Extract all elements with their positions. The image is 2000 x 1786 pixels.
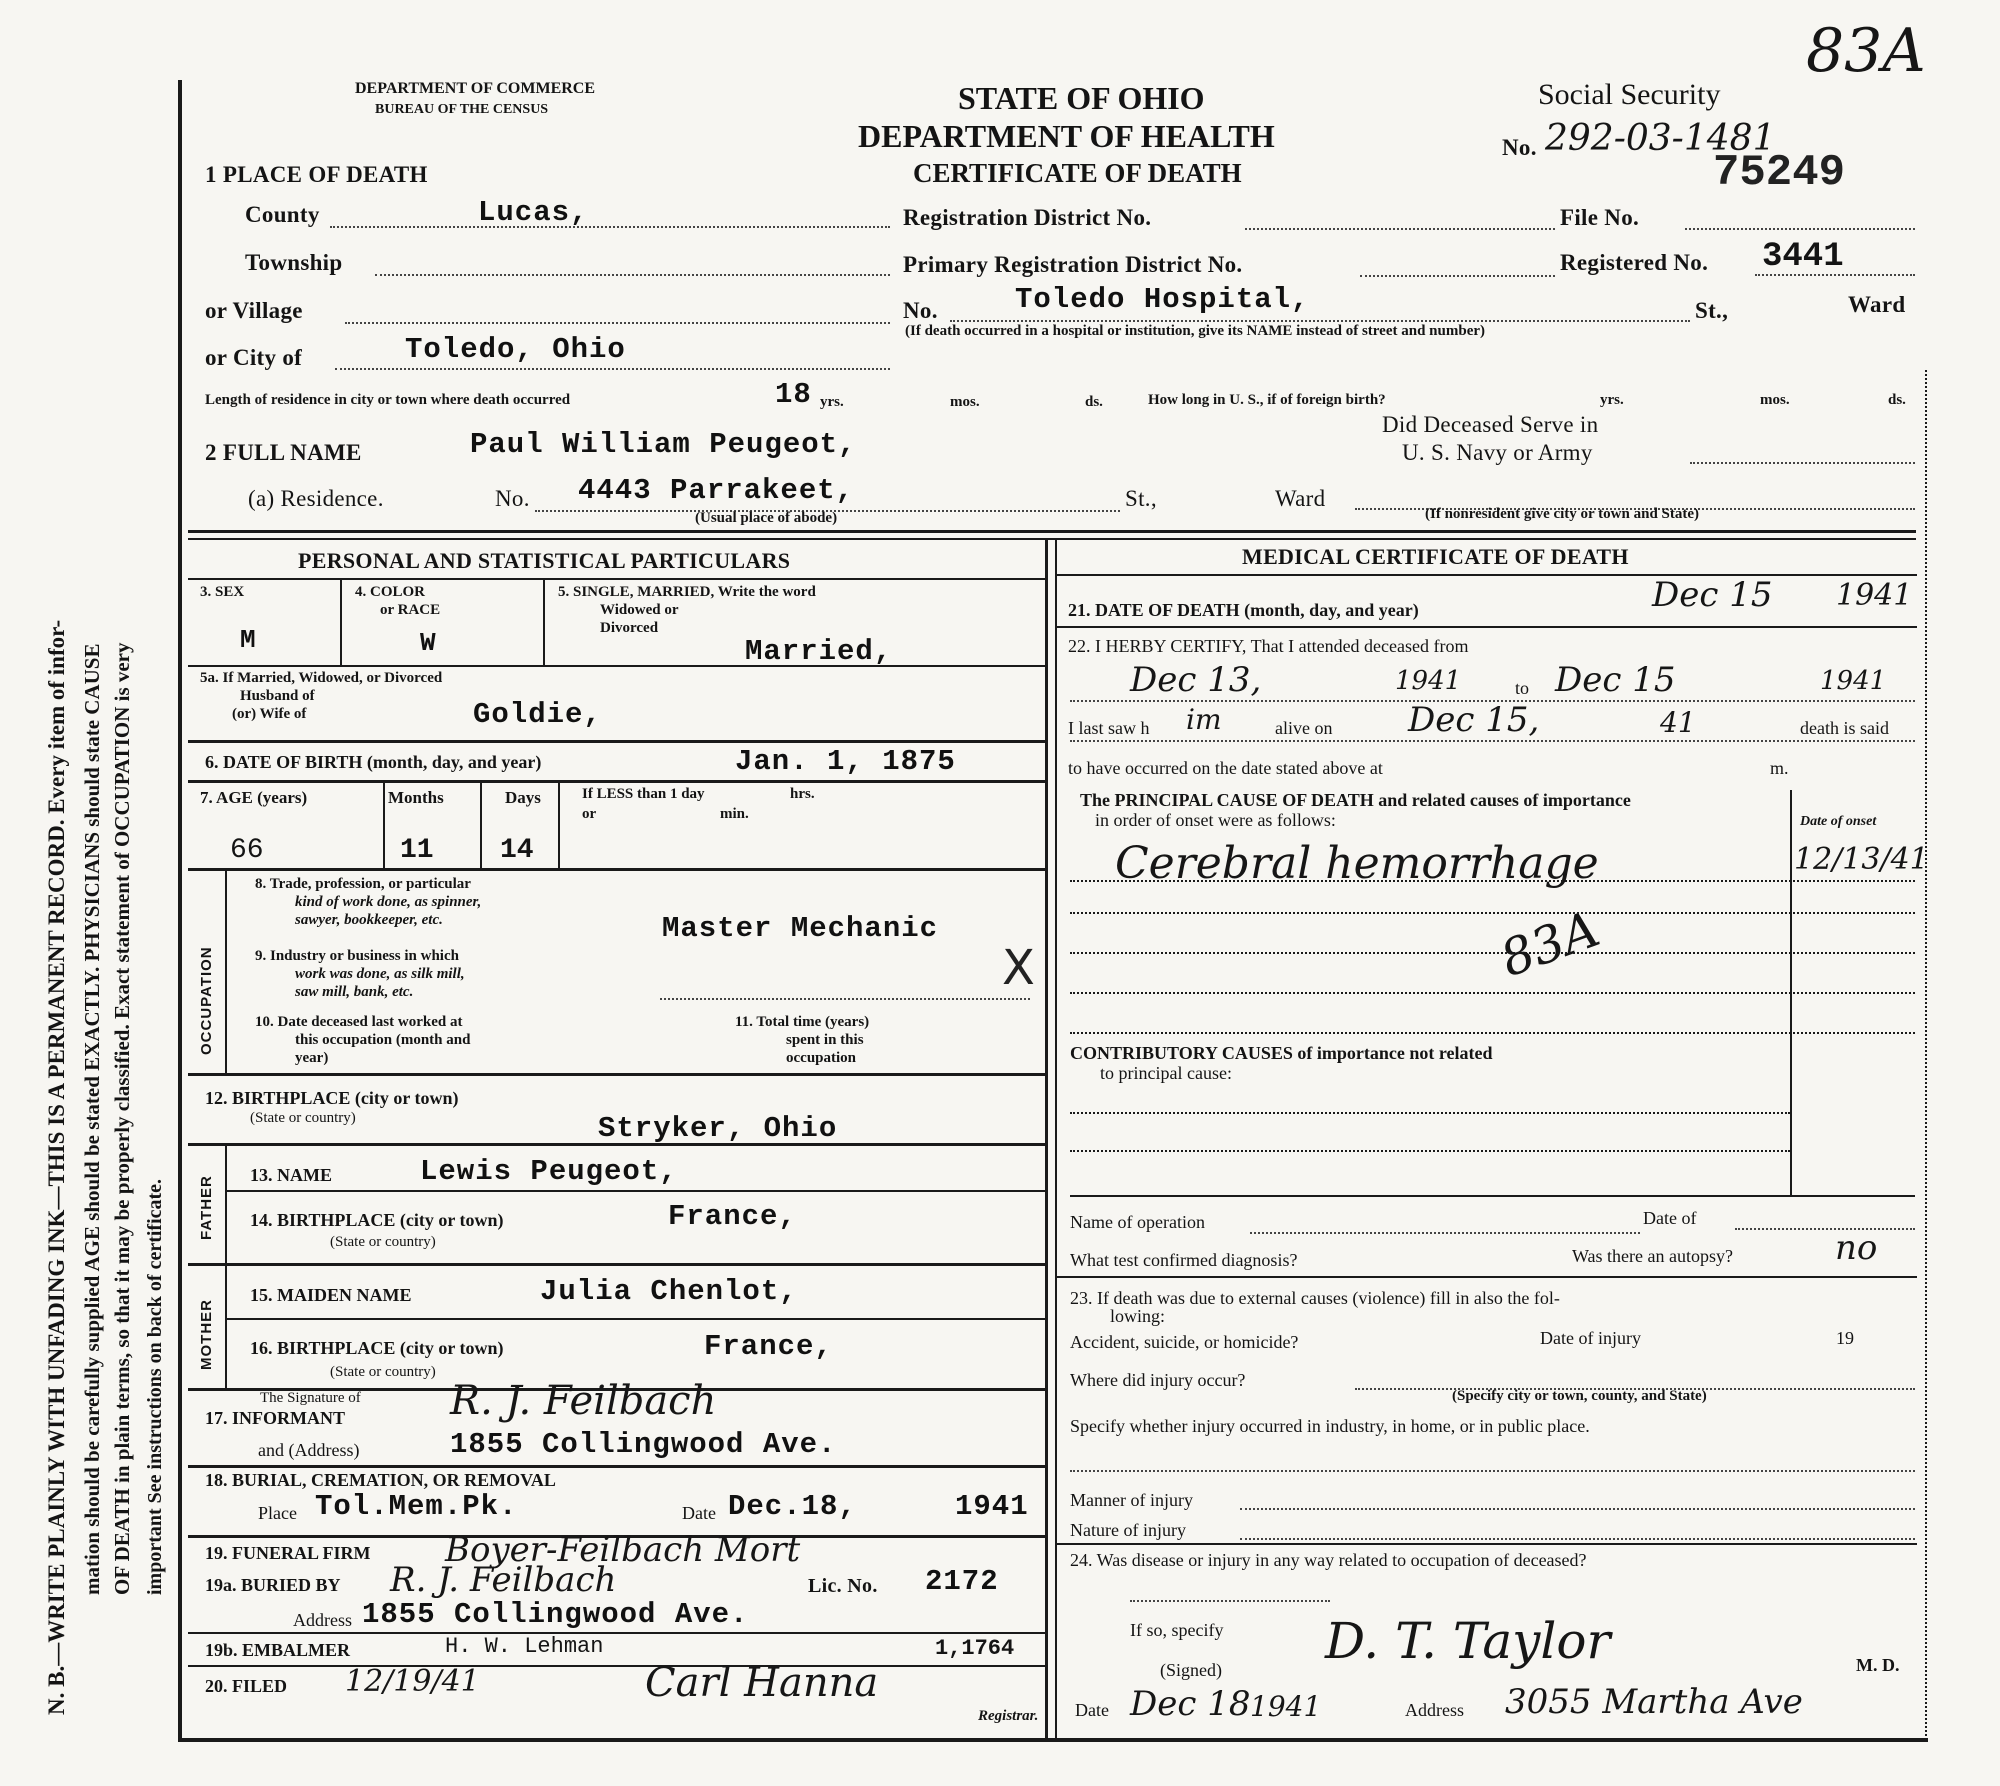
margin-instruction-4: important See instructions on back of certificate. xyxy=(144,1178,166,1595)
months-label: Months xyxy=(388,788,444,807)
maiden-label: 15. MAIDEN NAME xyxy=(250,1285,412,1305)
column-divider xyxy=(1045,538,1048,1738)
trade-label-1: 8. Trade, profession, or particular xyxy=(255,876,471,892)
dod-label: 21. DATE OF DEATH (month, day, and year) xyxy=(1068,600,1419,620)
specify-note: (Specify city or town, county, and State) xyxy=(1452,1388,1707,1404)
physician-address-label: Address xyxy=(1405,1700,1464,1720)
informant-address-label: and (Address) xyxy=(258,1440,360,1460)
marital-label-2: Widowed or xyxy=(600,602,679,618)
test-label: What test confirmed diagnosis? xyxy=(1070,1250,1298,1270)
state-title: STATE OF OHIO xyxy=(958,80,1205,116)
occupation-vertical-label: OCCUPATION xyxy=(198,946,215,1055)
ss-number: 292-03-1481 xyxy=(1545,118,1776,159)
occupation-check-mark: X xyxy=(1002,940,1035,996)
burial-date-value: Dec.18, xyxy=(728,1490,857,1523)
age-months: 11 xyxy=(400,835,434,866)
dod-year: 1941 xyxy=(1836,578,1913,613)
contributory-label-1: CONTRIBUTORY CAUSES of importance not related xyxy=(1070,1043,1493,1063)
age-label: 7. AGE (years) xyxy=(200,788,308,807)
full-name-label: 2 FULL NAME xyxy=(205,440,362,465)
lic-no-label: Lic. No. xyxy=(808,1575,878,1597)
md-label: M. D. xyxy=(1856,1655,1900,1675)
residence-length-label: Length of residence in city or town where death occurred xyxy=(205,392,571,408)
autopsy-label: Was there an autopsy? xyxy=(1572,1246,1733,1266)
signed-label: (Signed) xyxy=(1160,1660,1222,1680)
industry-label-2: work was done, as silk mill, xyxy=(295,966,465,982)
ss-label: Social Security xyxy=(1538,78,1721,111)
dod-value: Dec 15 xyxy=(1652,575,1773,615)
foreign-mos: mos. xyxy=(1760,392,1790,408)
spouse-value: Goldie, xyxy=(473,698,602,731)
county-value: Lucas, xyxy=(478,196,589,229)
sex-label: 3. SEX xyxy=(200,584,245,600)
attended-to-label: to xyxy=(1515,678,1530,698)
marital-value: Married, xyxy=(745,635,893,668)
maiden-value: Julia Chenlot, xyxy=(540,1275,798,1308)
injury-19-label: 19 xyxy=(1836,1328,1854,1348)
nature-label: Nature of injury xyxy=(1070,1520,1186,1540)
residence-ward-label: Ward xyxy=(1275,486,1326,511)
burial-label: 18. BURIAL, CREMATION, OR REMOVAL xyxy=(205,1470,556,1490)
served-label-1: Did Deceased Serve in xyxy=(1382,412,1599,437)
sex-value: M xyxy=(240,625,257,655)
attended-from-value: Dec 13, xyxy=(1130,660,1262,700)
external-label-2: lowing: xyxy=(1110,1306,1166,1326)
burial-place-value: Tol.Mem.Pk. xyxy=(315,1490,518,1523)
principal-cause-value: Cerebral hemorrhage xyxy=(1115,838,1599,889)
last-worked-label-2: this occupation (month and xyxy=(295,1032,471,1048)
coder-mark: 83A xyxy=(1493,899,1607,989)
mother-bp-label: 16. BIRTHPLACE (city or town) xyxy=(250,1338,504,1358)
filed-value: 12/19/41 xyxy=(345,1664,480,1699)
hrs-label: hrs. xyxy=(790,786,815,802)
attended-to-year: 1941 xyxy=(1820,666,1887,696)
registrar-signature: Carl Hanna xyxy=(645,1660,879,1706)
village-label: or Village xyxy=(205,298,303,323)
physician-address-value: 3055 Martha Ave xyxy=(1505,1682,1803,1722)
birthplace-label: 12. BIRTHPLACE (city or town) xyxy=(205,1088,459,1108)
informant-signature: R. J. Feilbach xyxy=(450,1378,717,1424)
form-bottom-border xyxy=(178,1738,1928,1742)
hospital-value: Toledo Hospital, xyxy=(1015,283,1310,316)
color-value: W xyxy=(420,628,437,658)
residence-label: (a) Residence. xyxy=(248,486,384,511)
township-label: Township xyxy=(245,250,343,275)
primary-reg-label: Primary Registration District No. xyxy=(903,252,1243,277)
mother-bp-value: France, xyxy=(704,1330,833,1363)
birthplace-sub: (State or country) xyxy=(250,1110,356,1126)
dob-value: Jan. 1, 1875 xyxy=(735,745,956,778)
attended-to-value: Dec 15 xyxy=(1555,660,1676,700)
embalmer-label: 19b. EMBALMER xyxy=(205,1640,351,1660)
father-bp-label: 14. BIRTHPLACE (city or town) xyxy=(250,1210,504,1230)
hospital-note: (If death occurred in a hospital or institution, give its NAME instead of street and number) xyxy=(905,323,1486,339)
attended-from-year: 1941 xyxy=(1395,666,1462,696)
reg-district-label: Registration District No. xyxy=(903,205,1152,230)
buried-by-signature: R. J. Feilbach xyxy=(390,1560,617,1600)
color-label-1: 4. COLOR xyxy=(355,584,426,600)
specify-label: Specify whether injury occurred in industry, in home, or in public place. xyxy=(1070,1416,1590,1436)
if-so-label: If so, specify xyxy=(1130,1620,1224,1640)
margin-instruction-1: N. B.—WRITE PLAINLY WITH UNFADING INK—THIS IS A PERMANENT RECORD. Every item of infor- xyxy=(44,619,69,1715)
served-label-2: U. S. Navy or Army xyxy=(1402,440,1593,465)
age-days: 14 xyxy=(500,835,534,866)
occupation-related-label: 24. Was disease or injury in any way related to occupation of deceased? xyxy=(1070,1550,1587,1570)
city-label: or City of xyxy=(205,345,303,370)
principal-cause-label-2: in order of onset were as follows: xyxy=(1095,810,1336,830)
nonresident-note: (If nonresident give city or town and State) xyxy=(1425,506,1700,522)
spouse-label-2: Husband of xyxy=(240,688,315,704)
file-no-label: File No. xyxy=(1560,205,1640,230)
lic-no-value: 2172 xyxy=(925,1565,999,1598)
last-saw-label: I last saw h xyxy=(1068,718,1150,738)
burial-date-label: Date xyxy=(682,1503,716,1523)
last-worked-label-1: 10. Date deceased last worked at xyxy=(255,1014,463,1030)
informant-address-value: 1855 Collingwood Ave. xyxy=(450,1428,837,1461)
embalmer-lic-value: 1,1764 xyxy=(935,1636,1015,1661)
mother-bp-sub: (State or country) xyxy=(330,1364,436,1380)
burial-place-label: Place xyxy=(258,1503,297,1523)
age-years: 66 xyxy=(230,835,264,866)
lt-day-label-2: or xyxy=(582,806,597,822)
burial-year-value: 1941 xyxy=(955,1490,1029,1523)
signed-date-value: Dec 18 xyxy=(1130,1684,1251,1724)
funeral-firm-value: Boyer-Feilbach Mort xyxy=(445,1530,801,1570)
foreign-label: How long in U. S., if of foreign birth? xyxy=(1148,392,1386,408)
marital-label-1: 5. SINGLE, MARRIED, Write the word xyxy=(558,584,816,600)
where-injury-label: Where did injury occur? xyxy=(1070,1370,1246,1390)
department-title: DEPARTMENT OF HEALTH xyxy=(858,118,1275,154)
trade-value: Master Mechanic xyxy=(662,912,939,945)
color-label-2: or RACE xyxy=(380,602,441,618)
autopsy-value: no xyxy=(1835,1228,1878,1268)
father-name-value: Lewis Peugeot, xyxy=(420,1155,678,1188)
file-stamp: 75249 xyxy=(1713,148,1846,198)
certificate-title: CERTIFICATE OF DEATH xyxy=(913,158,1242,188)
birthplace-value: Stryker, Ohio xyxy=(598,1112,838,1145)
onset-date-value: 12/13/41 xyxy=(1794,842,1929,877)
total-time-label-3: occupation xyxy=(786,1050,857,1066)
place-of-death-label: 1 PLACE OF DEATH xyxy=(205,162,428,187)
registered-no-label: Registered No. xyxy=(1560,250,1709,275)
days-label: Days xyxy=(505,788,541,807)
contributory-label-2: to principal cause: xyxy=(1100,1063,1232,1083)
funeral-firm-label: 19. FUNERAL FIRM xyxy=(205,1543,371,1563)
signed-date-label: Date xyxy=(1075,1700,1109,1720)
father-name-label: 13. NAME xyxy=(250,1165,332,1185)
hospital-no-label: No. xyxy=(903,298,938,323)
lt-day-label-1: If LESS than 1 day xyxy=(582,786,705,802)
hospital-ward-label: Ward xyxy=(1848,292,1906,317)
informant-label: 17. INFORMANT xyxy=(205,1408,345,1428)
registrar-label: Registrar. xyxy=(978,1708,1039,1724)
total-time-label-2: spent in this xyxy=(786,1032,864,1048)
trade-label-3: sawyer, bookkeeper, etc. xyxy=(295,912,443,928)
operation-label: Name of operation xyxy=(1070,1212,1205,1232)
signed-date-year: 1941 xyxy=(1250,1690,1322,1723)
residence-length-value: 18 xyxy=(775,378,812,411)
foreign-ds: ds. xyxy=(1888,392,1906,408)
filed-label: 20. FILED xyxy=(205,1676,288,1696)
father-vertical-label: FATHER xyxy=(198,1175,215,1240)
dob-label: 6. DATE OF BIRTH (month, day, and year) xyxy=(205,752,542,772)
ds-label: ds. xyxy=(1085,394,1103,410)
form-right-border xyxy=(1925,370,1927,1740)
bureau-census: BUREAU OF THE CENSUS xyxy=(375,102,549,117)
city-value: Toledo, Ohio xyxy=(405,333,626,366)
death-said-label: death is said xyxy=(1800,718,1889,738)
foreign-yrs: yrs. xyxy=(1600,392,1624,408)
external-label-1: 23. If death was due to external causes (violence) fill in also the fol- xyxy=(1070,1288,1560,1308)
operation-date-label: Date of xyxy=(1643,1208,1697,1228)
margin-instruction-2: mation should be carefully supplied AGE should be stated EXACTLY. PHYSICIANS should state CAUSE xyxy=(80,643,104,1595)
occurred-label: to have occurred on the date stated above at xyxy=(1068,758,1383,778)
accident-label: Accident, suicide, or homicide? xyxy=(1070,1332,1299,1352)
last-saw-him: im xyxy=(1186,703,1222,736)
mos-label: mos. xyxy=(950,394,980,410)
marital-label-3: Divorced xyxy=(600,620,659,636)
embalmer-value: H. W. Lehman xyxy=(445,1634,604,1659)
residence-no-label: No. xyxy=(495,486,530,511)
physician-signature: D. T. Taylor xyxy=(1325,1612,1611,1670)
abode-note: (Usual place of abode) xyxy=(695,510,838,526)
alive-on-value: Dec 15, xyxy=(1408,700,1540,740)
registered-no-value: 3441 xyxy=(1762,238,1844,276)
buried-by-label: 19a. BURIED BY xyxy=(205,1575,341,1595)
mother-vertical-label: MOTHER xyxy=(198,1299,215,1370)
informant-sig-label: The Signature of xyxy=(260,1390,361,1406)
ss-no-label: No. xyxy=(1502,135,1537,160)
certify-label: 22. I HERBY CERTIFY, That I attended deceased from xyxy=(1068,636,1469,656)
total-time-label-1: 11. Total time (years) xyxy=(735,1014,870,1030)
corner-mark: 83A xyxy=(1806,16,1926,86)
yrs-label: yrs. xyxy=(820,394,844,410)
trade-label-2: kind of work done, as spinner, xyxy=(295,894,482,910)
hospital-st-label: St., xyxy=(1695,298,1729,323)
personal-heading: PERSONAL AND STATISTICAL PARTICULARS xyxy=(298,548,791,573)
father-bp-value: France, xyxy=(668,1200,797,1233)
industry-label-3: saw mill, bank, etc. xyxy=(295,984,414,1000)
industry-label-1: 9. Industry or business in which xyxy=(255,948,459,964)
date-injury-label: Date of injury xyxy=(1540,1328,1641,1348)
form-left-border xyxy=(178,80,182,1740)
residence-st-label: St., xyxy=(1125,486,1157,511)
spouse-label-3: (or) Wife of xyxy=(232,706,307,722)
medical-heading: MEDICAL CERTIFICATE OF DEATH xyxy=(1242,544,1629,569)
full-name-value: Paul William Peugeot, xyxy=(470,428,857,461)
last-worked-label-3: year) xyxy=(295,1050,329,1066)
min-label: min. xyxy=(720,806,749,822)
date-onset-label: Date of onset xyxy=(1800,814,1877,829)
occurred-m-label: m. xyxy=(1770,758,1789,778)
alive-on-year: 41 xyxy=(1660,706,1696,739)
spouse-label-1: 5a. If Married, Widowed, or Divorced xyxy=(200,670,443,686)
margin-instruction-3: OF DEATH in plain terms, so that it may be properly classified. Exact statement of OCCUPATION is very xyxy=(110,642,134,1595)
buried-address-value: 1855 Collingwood Ave. xyxy=(362,1598,749,1631)
father-bp-sub: (State or country) xyxy=(330,1234,436,1250)
manner-label: Manner of injury xyxy=(1070,1490,1193,1510)
residence-value: 4443 Parrakeet, xyxy=(578,474,855,507)
dept-commerce: DEPARTMENT OF COMMERCE xyxy=(355,80,596,97)
alive-on-label: alive on xyxy=(1275,718,1333,738)
principal-cause-label-1: The PRINCIPAL CAUSE OF DEATH and related causes of importance xyxy=(1080,790,1631,810)
county-label: County xyxy=(245,202,320,227)
buried-address-label: Address xyxy=(293,1610,352,1630)
